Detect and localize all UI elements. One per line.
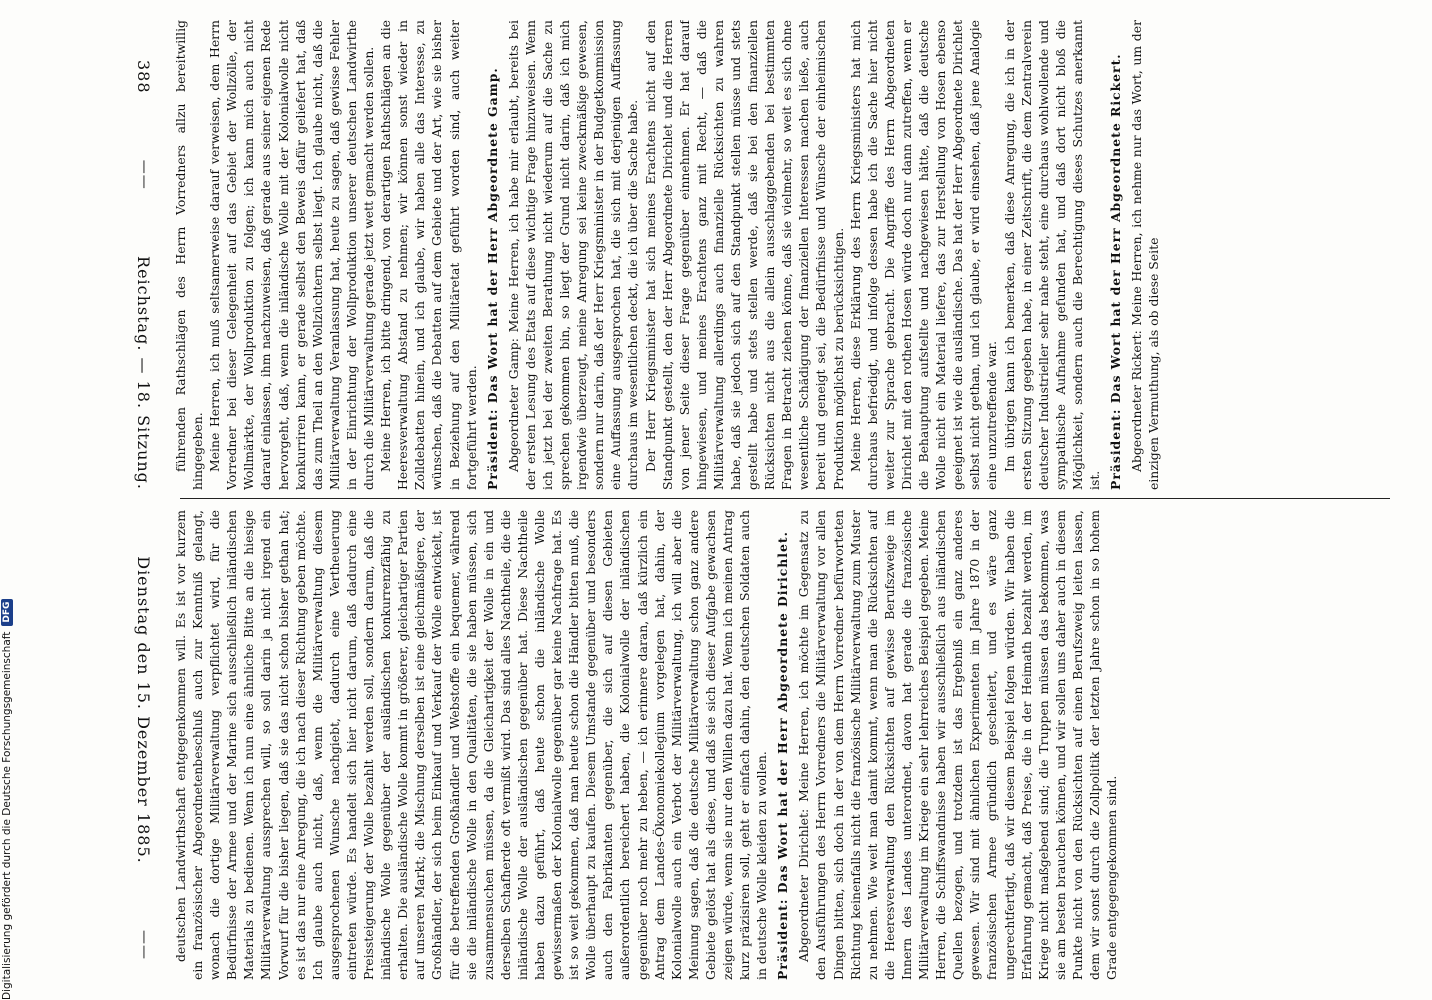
paragraph: Abgeordneter Rickert: Meine Herren, ich nehme nur das Wort, um der einzigen Vermuthung, als ob diese Seite (1129, 20, 1162, 490)
speaker-announcement: Präsident: Das Wort hat der Herr Abgeordnete Gamp. (484, 67, 500, 490)
paragraph: deutschen Landwirthschaft entgegenkommen will. Es ist vor kurzem ein französischer Abgeordnetenbeschluß auch zur Kenntniß gelangt, wonach die dortige Militärverwaltung verpflichtet wird, für die Bedürfnisse der Armee und der Marine sich ausschließlich inländischen Materials zu bedienen. Wenn ich nun eine ähnliche Bitte an die hiesige Militärverwaltung aussprechen will, so soll darin ja nicht irgend ein Vorwurf für die bisher liegen, daß sie das nicht schon bisher gethan hat; es ist das nur eine Anregung, die ich nach dieser Richtung geben möchte. Ich glaube auch nicht, daß, wenn die Militärverwaltung diesem ausgesprochenen Wunsche nachgiebt, dadurch eine Vertheuerung eintreten würde. Es handelt sich hier nicht darum, daß dadurch eine Preissteigerung der Wolle bezahlt werden soll, sondern darum, daß die inländische Wolle gegenüber der ausländischen konkurrenzfähig zu erhalten. Die ausländische Wolle kommt in größerer, gleichartiger Partien auf unseren Markt; die Mischung derselben ist eine gleichmäßigere, der Großhändler, der sich beim Einkauf und Verkauf der Wolle entwickelt, ist für die betreffenden Großhändler und Webstoffe ein bequemer, während sie die inländische Wolle in den Qualitäten, die sie haben müssen, sich zusammensuchen müssen, da die Gleichartigkeit der Wolle in ein und derselben Schafherde oft vermißt wird. Das sind alles Nachtheile, die die inländische Wolle der ausländischen gegenüber hat. Diese Nachtheile haben dazu geführt, daß heute schon die inländische Wolle gewissermaßen der Kolonialwolle gegenüber gar keine Nachfrage hat. Es ist so weit gekommen, daß man heute schon die Händler bitten muß, die Wolle überhaupt zu kaufen. Diesem Umstande gegenüber und besonders auch den Fabrikanten gegenüber, die sich auf diesen Gebieten außerordentlich bereichert haben, die Kolonialwolle der inländischen gegenüber noch mehr zu heben, — ich erinnere daran, daß kürzlich ein Antrag dem Landes-Ökonomiekollegium vorgelegen hat, dahin, der Kolonialwolle auch ein Verbot der Militärverwaltung, ich will aber die Meinung sagen, daß die deutsche Militärverwaltung schon ganz andere Gebiete gelöst hat als diese, und daß sie sich dieser Aufgabe gewachsen zeigen würde, wenn sie nur den Willen dazu hat. Wenn ich meinen Antrag kurz präzisiren soll, geht er einfach dahin, den deutschen Soldaten auch in deutsche Wolle kleiden zu wollen. (173, 510, 770, 980)
right-text-column (172, 20, 1398, 490)
page-header (126, 60, 162, 960)
paragraph: Meine Herren, diese Erklärung des Herrn Kriegsministers hat mich durchaus befriedigt, und infolge dessen habe ich die Sache hier nicht weiter zur Sprache gebracht. Die Angriffe des Herrn Abgeordneten Dirichlet mit den rothen Hosen würde doch nur dann zutreffen, wenn er die Behauptung aufstellte und nachgewiesen hätte, daß die deutsche Wolle nicht ein Material liefere, das zur Herstellung von Hosen ebenso geeignet ist wie die ausländische. Das hat der Herr Abgeordnete Dirichlet selbst nicht gethan, und ich glaube, er wird einsehen, daß jene Analogie eine unzutreffende war. (847, 20, 1000, 490)
header-rule-end: —— (136, 929, 152, 960)
header-title: Reichstag. — 18. Sitzung. (134, 256, 154, 490)
left-text-column (172, 510, 1398, 980)
header-rule: —— (136, 159, 152, 190)
paragraph: führenden Rathschlägen des Herrn Vorredners allzu bereitwillig hingegeben. (173, 20, 206, 490)
speaker-announcement: Präsident: Das Wort hat der Herr Abgeordnete Rickert. (1108, 53, 1124, 490)
dfg-logo: DFG (1, 599, 13, 626)
header-date: Dienstag den 15. Dezember 1885. (134, 556, 154, 864)
paragraph: Der Herr Kriegsminister hat sich meines Erachtens nicht auf den Standpunkt gestellt, den der Herr Abgeordnete Dirichlet und die Herren von jener Seite dieser Frage gegenüber einnehmen. Er hat darauf hingewiesen, und meines Erachtens ganz mit Recht, — daß die Militärverwaltung allerdings auch finanzielle Rücksichten zu wahren habe, daß sie jedoch sich auf den Standpunkt stellen müsse und stets gestellt habe und stets stellen werde, daß sie bei den finanziellen Rücksichten nicht aus die allein ausschlaggebenden bei bestimmten Fragen in Betracht ziehen könne, daß sie vielmehr, so weit es sich ohne wesentliche Schädigung der finanziellen Interessen machen ließe, auch bereit und geneigt sei, die Bedürfnisse und Wünsche der einheimischen Produktion möglichst zu berücksichtigen. (642, 20, 846, 490)
page-number: 388 (134, 60, 154, 94)
rotated-document-sheet (100, 0, 1410, 1000)
digitization-credit (0, 0, 14, 1000)
digitization-credit-text: Digitalisierung gefördert durch die Deutsche Forschungsgemeinschaft (1, 631, 13, 1000)
paragraph: Meine Herren, ich muß seltsamerweise darauf verweisen, dem Herrn Vorredner bei dieser Gelegenheit auf das Gebiet der Wollzölle, der Wollmärkte, der Wollproduktion zu folgen; ich kann mich auch nicht darauf einlassen, ihm nachzuweisen, daß gerade aus seiner eigenen Rede hervorgeht, daß, wenn die inländische Wolle mit der Kolonialwolle nicht konkurriren kann, er gerade selbst den Beweis dafür geliefert hat, daß das zum Theil an den Wollzüchtern selbst liegt. Ich glaube nicht, daß die Militärverwaltung Veranlassung hat, heute zu sagen, daß gewisse Fehler in der Einrichtung der Wollproduktion unserer deutschen Landwirthe durch die Militärverwaltung gerade jetzt wett gemacht werden sollen. (207, 20, 377, 490)
paragraph: Im übrigen kann ich bemerken, daß diese Anregung, die ich in der ersten Sitzung gegeben habe, in einer Zeitschrift, die dem Zentralverein deutscher Industrieller sehr nahe steht, eine durchaus wohlwollende und sympathische Aufnahme gefunden hat, und daß dort nicht bloß die Möglichkeit, sondern auch die Berechtigung dieses Schutzes anerkannt ist. (1001, 20, 1102, 490)
speaker-announcement: Präsident: Das Wort hat der Herr Abgeordnete Dirichlet. (775, 531, 791, 980)
paragraph: Abgeordneter Dirichlet: Meine Herren, ich möchte im Gegensatz zu den Ausführungen des Herrn Vorredners die Militärverwaltung vor allen Dingen bitten, sich doch in der von dem Herrn Vorredner befürworteten Richtung keinenfalls nicht die französische Militärverwaltung zum Muster zu nehmen. Wie weit man damit kommt, wenn man die Rücksichten auf die Heeresverwaltung den Rücksichten auf gewisse Berufszweige im Innern des Landes unterordnet, davon hat gerade die französische Militärverwaltung im Kriege ein sehr lehrreiches Beispiel gegeben. Meine Herren, die Schiffswandnisse haben wir ausschließlich aus inländischen Quellen bezogen, und trotzdem ist das Ergebniß ein ganz anderes gewesen. Wir sind mit ähnlichen Experimenten im Jahre 1870 in der französischen Armee gründlich gescheitert, und es wäre ganz ungerechtfertigt, daß wir diesem Beispiel folgen würden. Wir haben die Erfahrung gemacht, daß Preise, die in der Heimath bezahlt werden, im Kriege nicht maßgebend sind; die Truppen müssen das bekommen, was sie am besten brauchen können, und wir sollen uns daher auch in diesem Punkte nicht von den Rücksichten auf einen Berufszweig leiten lassen, dem wir sonst durch die Zollpolitik der letzten Jahre schon in so hohem Grade entgegengekommen sind. (796, 510, 1120, 980)
column-divider (180, 498, 1390, 499)
paragraph: Abgeordneter Gamp: Meine Herren, ich habe mir erlaubt, bereits bei der ersten Lesung des Etats auf diese wichtige Frage hinzuweisen. Wenn ich jetzt bei der zweiten Berathung nicht wiederum auf die Sache zu sprechen gekommen bin, so liegt der Grund nicht darin, daß ich mich irgendwie überzeugt, meine Anregung sei keine zweckmäßige gewesen, sondern nur darin, daß der Herr Kriegsminister in der Budgetkommission eine Auffassung ausgesprochen hat, die sich mit derjenigen Auffassung durchaus im wesentlichen deckt, die ich über die Sache habe. (505, 20, 641, 490)
paragraph: Meine Herren, ich bitte dringend, von derartigen Rathschlägen an die Heeresverwaltung Abstand zu nehmen; wir können sonst wieder in Zolldebatten hinein, und ich glaube, wir haben alle das Interesse, zu wünschen, daß die Debatten auf dem Gebiete und der Art, wie sie bisher in Beziehung auf den Militäretat geführt worden sind, auch weiter fortgeführt werden. (378, 20, 479, 490)
